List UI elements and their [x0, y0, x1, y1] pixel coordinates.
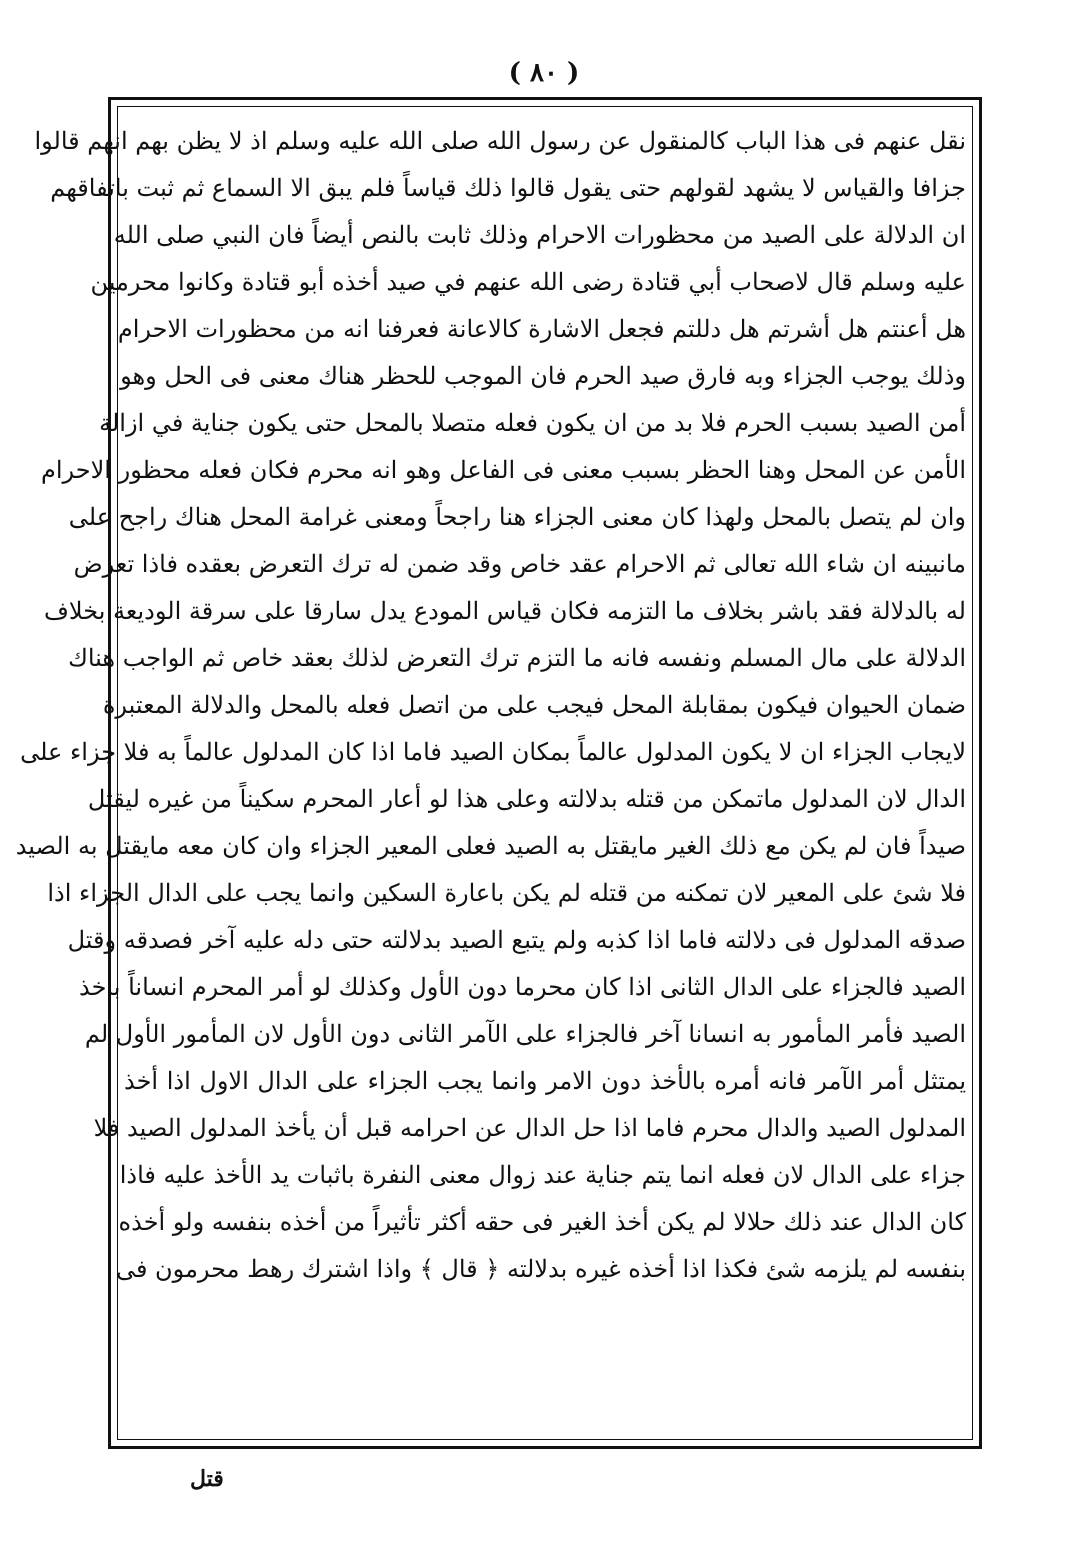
- text-line: ضمان الحيوان فيكون بمقابلة المحل فيجب على من اتصل فعله بالمحل والدلالة المعتبرة: [102, 691, 966, 719]
- text-line: فلا شئ على المعير لان تمكنه من قتله لم يكن باعارة السكين وانما يجب على الدال الجزاء اذا: [47, 879, 966, 907]
- text-line: نقل عنهم فى هذا الباب كالمنقول عن رسول الله صلى الله عليه وسلم اذ لا يظن بهم انهم قالوا: [34, 127, 966, 155]
- text-line: الأمن عن المحل وهنا الحظر بسبب معنى فى الفاعل وهو انه محرم فكان فعله محظور الاحرام: [41, 456, 966, 484]
- text-line: كان الدال عند ذلك حلالا لم يكن أخذ الغير فى حقه أكثر تأثيراً من أخذه بنفسه ولو أخذه: [118, 1208, 966, 1236]
- text-line: أمن الصيد بسبب الحرم فلا بد من ان يكون فعله متصلا بالمحل حتى يكون جناية في ازالة: [99, 409, 966, 437]
- text-line: الدال لان المدلول ماتمكن من قتله بدلالته وعلى هذا لو أعار المحرم سكيناً من غيره ليقتل: [87, 785, 966, 813]
- text-line: مانبينه ان شاء الله تعالى ثم الاحرام عقد خاص وقد ضمن له ترك التعرض بعقده فاذا تعرض: [73, 550, 966, 578]
- text-line: هل أعنتم هل أشرتم هل دللتم فجعل الاشارة كالاعانة فعرفنا انه من محظورات الاحرام: [117, 315, 966, 343]
- text-line: وذلك يوجب الجزاء وبه فارق صيد الحرم فان الموجب للحظر هناك معنى فى الحل وهو: [120, 362, 966, 390]
- text-line: لايجاب الجزاء ان لا يكون المدلول عالماً بمكان الصيد فاما اذا كان المدلول عالماً به فلا جزاء على: [20, 738, 966, 766]
- text-line: صيداً فان لم يكن مع ذلك الغير مايقتل به الصيد فعلى المعير الجزاء وان كان معه مايقتل به الصيد: [15, 832, 966, 860]
- text-line: جزافا والقياس لا يشهد لقولهم حتى يقول قالوا ذلك قياساً فلم يبق الا السماع ثم ثبت باتفاقهم: [50, 174, 966, 202]
- page-number: ( ٨٠ ): [508, 58, 580, 88]
- text-line: وان لم يتصل بالمحل ولهذا كان معنى الجزاء هنا راجحاً ومعنى غرامة المحل هناك راجح على: [68, 503, 966, 531]
- text-line: الصيد فأمر المأمور به انسانا آخر فالجزاء على الآمر الثانى دون الأول لان المأمور الأول لم: [84, 1020, 966, 1048]
- text-line: بنفسه لم يلزمه شئ فكذا اذا أخذه غيره بدلالته ﴿ قال ﴾ واذا اشترك رهط محرمون فى: [115, 1255, 966, 1283]
- catchword: قتل: [190, 1466, 224, 1492]
- text-line: جزاء على الدال لان فعله انما يتم جناية عند زوال معنى النفرة باثبات يد الأخذ عليه فاذا: [119, 1161, 966, 1189]
- text-line: الصيد فالجزاء على الدال الثانى اذا كان محرما دون الأول وكذلك لو أمر المحرم انساناً باخذ: [79, 973, 966, 1001]
- text-line: عليه وسلم قال لاصحاب أبي قتادة رضى الله عنهم في صيد أخذه أبو قتادة وكانوا محرمين: [90, 268, 966, 296]
- text-line: يمتثل أمر الآمر فانه أمره بالأخذ دون الامر وانما يجب الجزاء على الدال الاول اذا أخذ: [124, 1067, 966, 1095]
- text-line: صدقه المدلول فى دلالته فاما اذا كذبه ولم يتبع الصيد بدلالته حتى دله عليه آخر فصدقه وقتل: [67, 926, 966, 954]
- text-line: المدلول الصيد والدال محرم فاما اذا حل الدال عن احرامه قبل أن يأخذ المدلول الصيد فلا: [93, 1114, 966, 1142]
- text-line: الدلالة على مال المسلم ونفسه فانه ما التزم ترك التعرض لذلك بعقد خاص ثم الواجب هناك: [68, 644, 966, 672]
- text-line: له بالدلالة فقد باشر بخلاف ما التزمه فكان قياس المودع يدل سارقا على سرقة الوديعة بخلاف: [44, 597, 966, 625]
- main-text: [15, 118, 966, 1440]
- text-line: ان الدلالة على الصيد من محظورات الاحرام وذلك ثابت بالنص أيضاً فان النبي صلى الله: [113, 221, 966, 249]
